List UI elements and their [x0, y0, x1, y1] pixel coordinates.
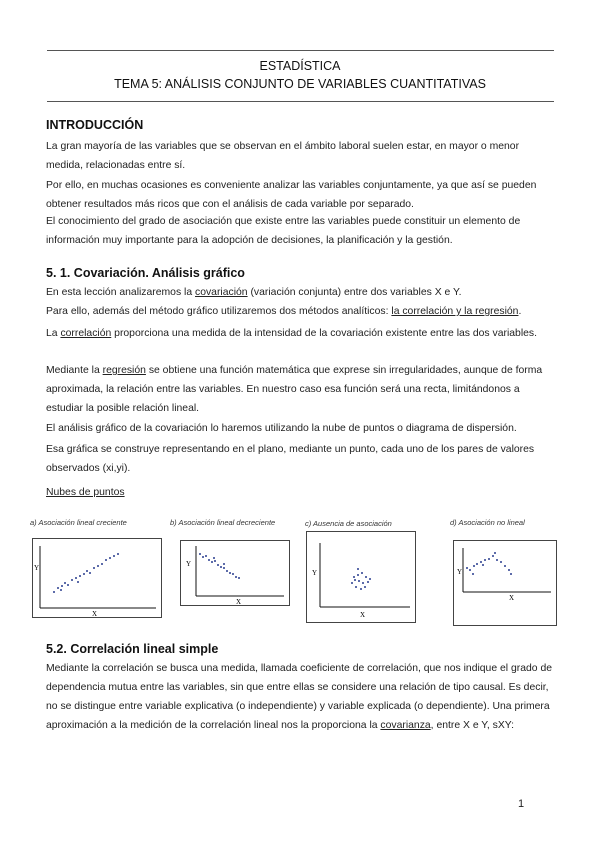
topic-title: TEMA 5: ANÁLISIS CONJUNTO DE VARIABLES CUANTITATIVAS: [114, 77, 486, 91]
intro-paragraph-1: La gran mayoría de las variables que se observan en el ámbito laboral suelen estar, en mayor o menor medida, relacionadas entre sí.: [46, 141, 520, 171]
regresion-link: regresión: [102, 365, 146, 376]
figure-c-caption: c) Ausencia de asociación: [305, 519, 392, 528]
y-axis-label: Y: [186, 560, 192, 568]
correlacion-regresion-link: la correlación y la regresión: [391, 306, 519, 317]
points-b: [199, 553, 240, 579]
section1-paragraph-3: La correlación proporciona una medida de la intensidad de la covariación existente entre las dos variables.: [46, 328, 537, 339]
section1-heading: 5. 1. Covariación. Análisis gráfico: [46, 266, 245, 280]
course-title: ESTADÍSTICA: [259, 59, 341, 73]
intro-heading: INTRODUCCIÓN: [46, 118, 144, 132]
x-axis-label: X: [236, 598, 242, 606]
scatter-plot-a: [32, 538, 162, 618]
scatter-subheading: Nubes de puntos: [46, 487, 125, 498]
section1-paragraph-1: En esta lección analizaremos la covariación (variación conjunta) entre dos variables X e Y.: [46, 287, 462, 298]
correlacion-link: correlación: [60, 328, 112, 339]
section2-paragraph-1: Mediante la correlación se busca una medida, llamada coeficiente de correlación, que nos indique el grado de dependencia mutua entre las variables, sin que entre ellas se considere una relación de tipo causal. Es decir, no se distingue entre variable explicativa (o independiente) y variable explicada (o dependiente). Una primera aproximación a la medición de la correlación lineal nos la proporciona la covarianza, entre X e Y, sXY:: [46, 663, 552, 731]
plot-frame: [454, 541, 557, 626]
y-axis-label: Y: [457, 568, 463, 576]
section1-paragraph-2: Para ello, además del método gráfico utilizaremos dos métodos analíticos: la correlación y la regresión.: [46, 306, 522, 317]
section1-paragraph-6: Esa gráfica se construye representando en el plano, mediante un punto, cada uno de los pares de valores observados (xi,yi).: [46, 444, 535, 474]
points-a: [53, 553, 119, 593]
covarianza-link: covarianza: [380, 720, 431, 731]
figure-a-caption: a) Asociación lineal creciente: [30, 518, 127, 527]
x-axis-label: X: [360, 611, 366, 619]
scatter-plot-d: [453, 540, 557, 626]
scatter-plot-c: [306, 531, 416, 623]
figure-b-caption: b) Asociación lineal decreciente: [170, 518, 276, 527]
points-d: [466, 552, 512, 575]
y-axis-label: Y: [34, 564, 40, 572]
x-axis-label: X: [509, 594, 515, 602]
section2-heading: 5.2. Correlación lineal simple: [46, 642, 219, 656]
plot-frame: [307, 532, 416, 623]
header-rule-top: [47, 50, 554, 51]
figure-d-caption: d) Asociación no lineal: [450, 518, 525, 527]
section1-paragraph-5: El análisis gráfico de la covariación lo haremos utilizando la nube de puntos o diagrama de dispersión.: [46, 423, 517, 434]
header-rule-bottom: [47, 101, 554, 102]
plot-frame: [33, 539, 162, 618]
y-axis-label: Y: [312, 569, 318, 577]
covariacion-link: covariación: [195, 287, 248, 298]
intro-paragraph-3: El conocimiento del grado de asociación que existe entre las variables puede constituir un elemento de información muy importante para la adopción de decisiones, la planificación y la gestión.: [46, 216, 521, 246]
section1-paragraph-4: Mediante la regresión se obtiene una función matemática que exprese sin irregularidades, aunque de forma aproximada, la relación entre las variables. En nuestro caso esa función será una recta, limitándonos a estudiar la posible relación lineal.: [46, 365, 543, 414]
points-c: [351, 568, 371, 590]
scatter-plot-b: [180, 540, 290, 606]
page-number: 1: [518, 798, 525, 810]
intro-paragraph-2: Por ello, en muchas ocasiones es conveniente analizar las variables conjuntamente, ya que así se pueden obtener resultados más ricos que con el análisis de cada variable por separado.: [46, 180, 537, 210]
x-axis-label: X: [92, 610, 98, 618]
